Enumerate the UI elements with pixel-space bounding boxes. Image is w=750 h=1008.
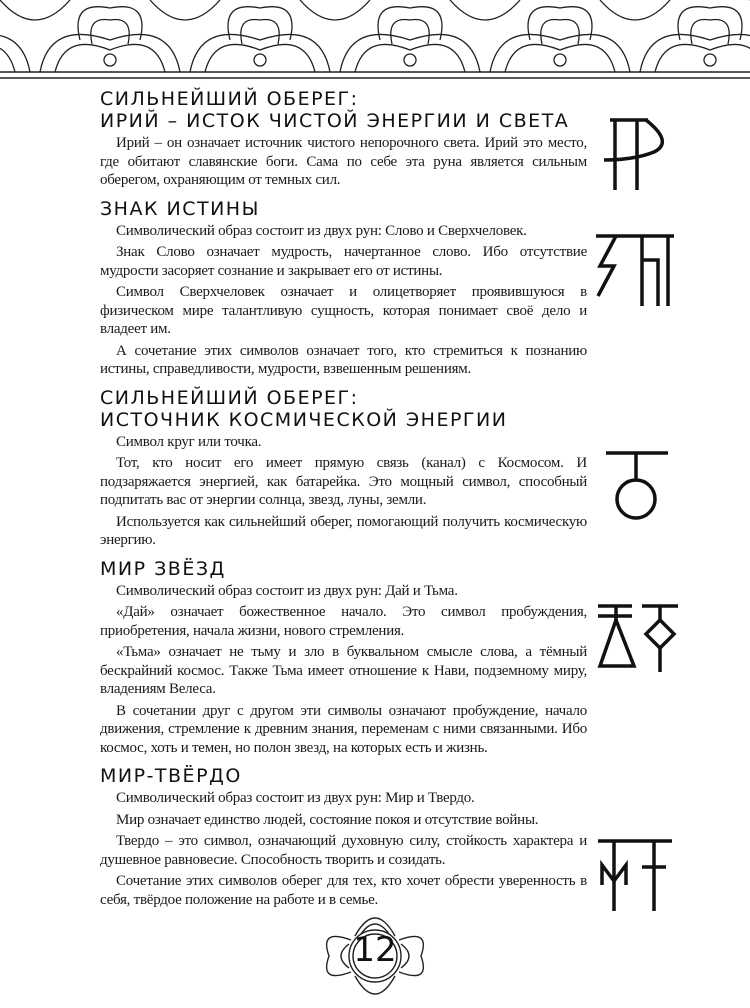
heading-line: СИЛЬНЕЙШИЙ ОБЕРЕГ: xyxy=(100,88,359,110)
heading-line: ИСТОЧНИК КОСМИЧЕСКОЙ ЭНЕРГИИ xyxy=(100,408,508,431)
paragraph: Символический образ состоит из двух рун: Дай и Тьма. xyxy=(116,582,458,599)
section-mir-zvezd xyxy=(100,558,587,758)
paragraph: Символический образ состоит из двух рун: Мир и Твердо. xyxy=(116,790,475,806)
paragraph: Тот, кто носит его имеет прямую связь (канал) с Космосом. И подзаряжается энергией, как батарейка. Это мощный символ, способный подпитать вас от энергии солнца, звезд, луны, земли. xyxy=(100,455,587,508)
irij-rune-icon xyxy=(600,114,680,194)
heading-line: МИР ЗВЁЗД xyxy=(100,557,226,580)
section-heading xyxy=(100,765,587,787)
heading-line: МИР-ТВЁРДО xyxy=(100,765,242,787)
section-heading xyxy=(100,198,587,220)
paragraph: Ирий – он означает источник чистого непорочного света. Ирий это место, где обитают славянские боги. Сама по себе эта руна является сильным оберегом, охраняющим от темных сил. xyxy=(100,135,587,188)
paragraph: Знак Слово означает мудрость, начертанное слово. Ибо отсутствие мудрости засоряет сознание и закрывает его от истины. xyxy=(100,244,587,279)
paragraph: Твердо – это символ, означающий духовную силу, стойкость характера и душевное равновесие. Способность творить и созидать. xyxy=(100,833,587,868)
section-heading xyxy=(100,387,587,431)
paragraph: В сочетании друг с другом эти символы означают пробуждение, начало движения, стремление к древним знания, переменам с ними связанными. Ибо космос, хоть и темен, но полон звезд, на которых есть и жизнь. xyxy=(100,702,587,756)
section-irij xyxy=(100,88,587,190)
ornamental-border-icon xyxy=(0,0,750,85)
paragraph: «Дай» означает божественное начало. Это символ пробуждения, приобретения, начала жизни, нового стремления. xyxy=(100,604,587,639)
section-mir-tverdo xyxy=(100,765,587,909)
section-cosmic-energy xyxy=(100,387,587,550)
heading-line: ИРИЙ – ИСТОК ЧИСТОЙ ЭНЕРГИИ И СВЕТА xyxy=(100,110,570,132)
heading-line: СИЛЬНЕЙШИЙ ОБЕРЕГ: xyxy=(100,386,359,409)
paragraph: Используется как сильнейший оберег, помогающий получить космическую энергию. xyxy=(100,513,587,548)
paragraph: Символ круг или точка. xyxy=(116,433,262,450)
section-znak-istiny xyxy=(100,198,587,379)
paragraph: Символ Сверхчеловек означает и олицетворяет проявившуюся в физическом мире талантливую сущность, которая понимает своё дело и владеет им. xyxy=(100,284,587,337)
paragraph: Сочетание этих символов оберег для тех, кто хочет обрести уверенность в себя, твёрдое положение на работе и в семье. xyxy=(100,873,587,908)
cosmic-energy-rune-icon xyxy=(602,447,672,527)
paragraph: Символический образ состоит из двух рун: Слово и Сверхчеловек. xyxy=(116,222,527,239)
page-content xyxy=(100,88,587,917)
paragraph: А сочетание этих символов означает того, кто стремиться к познанию истины, справедливости, мудрости, взвешенным решениям. xyxy=(100,342,587,377)
paragraph: «Тьма» означает не тьму и зло в буквальном смысле слова, а тёмный бескрайний космос. Также Тьма имеет отношение к Нави, подземному миру, владениям Велеса. xyxy=(100,644,587,697)
slovo-sverhchelovek-rune-icon xyxy=(592,230,682,310)
section-heading xyxy=(100,88,587,132)
page-number: 12 xyxy=(353,930,397,970)
section-heading xyxy=(100,558,587,580)
heading-line: ЗНАК ИСТИНЫ xyxy=(100,197,260,220)
daj-tma-rune-icon xyxy=(592,598,682,673)
mir-tverdo-rune-icon xyxy=(590,837,680,912)
paragraph: Мир означает единство людей, состояние покоя и отсутствие войны. xyxy=(116,811,539,828)
page-number-ornament xyxy=(315,908,435,1000)
